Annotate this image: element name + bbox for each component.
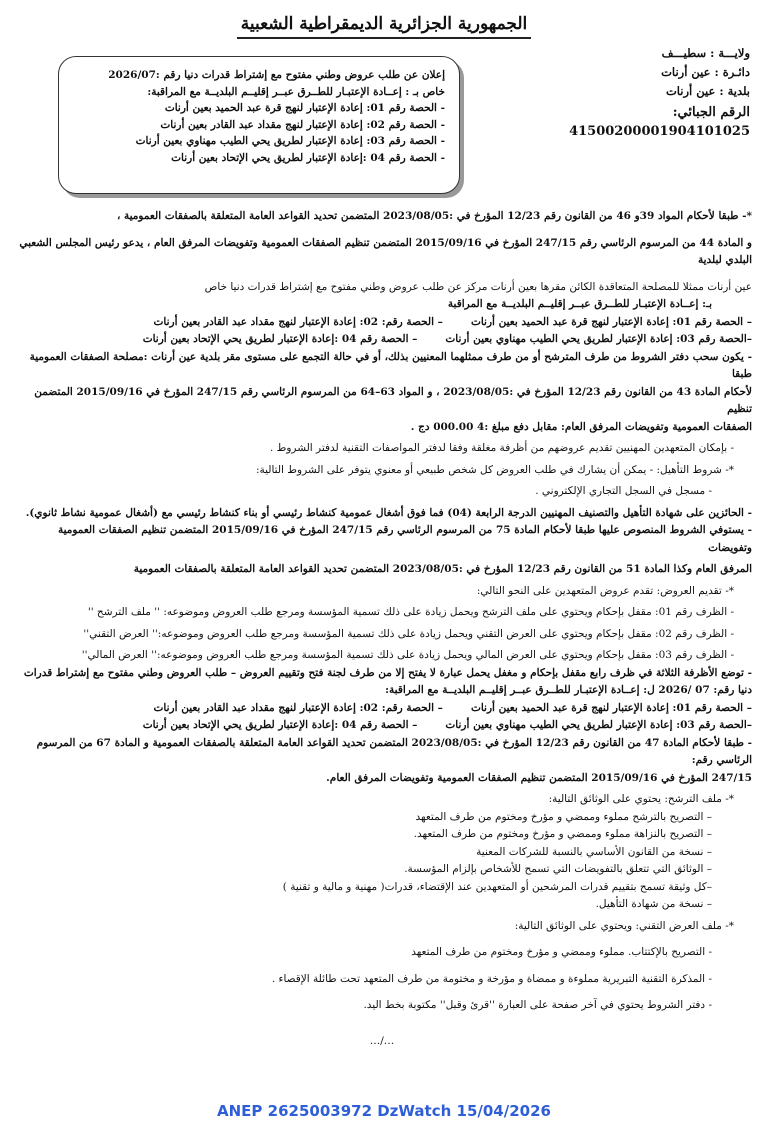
list-item: - دفتر الشروط يحتوي في آخر صفحة على العبارة ''قرئ وقبل'' مكتوبة بخط اليد. bbox=[363, 999, 712, 1011]
list-item: –كل وثيقة تسمح بتقييم قدرات المرشحين أو المتعهدين عند الإقتضاء، قدرات( مهنية و مالية و تقنية ) bbox=[282, 880, 712, 893]
list-item: – التصريح بالنزاهة مملوء وممضي و مؤرخ ومختوم من طرف المتعهد. bbox=[413, 828, 712, 840]
paragraph: لأحكام المادة 43 من القانون رقم 12/23 المؤرخ في :2023/08/05 ، و المواد 63–64 من المرسوم الرئاسي رقم 247/15 المؤرخ في 2015/09/16 المتضمن تنظيم bbox=[34, 385, 752, 415]
administrative-header bbox=[500, 44, 750, 141]
page-title bbox=[0, 14, 768, 34]
footer-reference: ANEP 2625003972 DzWatch 15/04/2026 bbox=[217, 1102, 551, 1120]
section-heading: *- ملف الترشح: يحتوي على الوثائق التالية: bbox=[548, 793, 734, 805]
continuation-dots: …/… bbox=[369, 1034, 395, 1047]
paragraph: بـ: إعــادة الإعتبـار للطــرق عبــر إقليــم البلديــة مع المراقبة bbox=[447, 298, 712, 310]
paragraph: *- شروط التأهيل: - يمكن أن يشارك في طلب العروض كل شخص طبيعي أو معنوي يتوفر على الشروط التالية: bbox=[255, 463, 734, 476]
paragraph: دنيا رقم: 07 /2026 ل: إعــادة الإعتبـار للطــرق عبــر إقليــم البلديــة مع المراقبة: bbox=[385, 684, 752, 696]
lot-2: – الحصة رقم: 02: إعادة الإعتبار لنهج مقداد عبد القادر بعين أرنات bbox=[153, 701, 443, 714]
announcement-body bbox=[12, 208, 752, 1050]
section-heading: *- ملف العرض التقني: ويحتوي على الوثائق التالية: bbox=[514, 919, 734, 932]
paragraph: الصفقات العمومية وتفويضات المرفق العام: مقابل دفع مبلغ :4 000.00 دج . bbox=[410, 420, 752, 433]
list-item: - المذكرة التقنية التبريرية مملوءة و ممضاة و مؤرخة و مختومة من طرف المتعهد تحت طائلة الإقصاء . bbox=[271, 972, 712, 985]
paragraph: و المادة 44 من المرسوم الرئاسي رقم 247/15 المؤرخ في 2015/09/16 المتضمن تنظيم الصفقات العمومية وتفويضات المرفق العام ، يدعو رئيس المجلس الشعبي البلدي لبلدية bbox=[19, 236, 752, 266]
lots-row bbox=[12, 700, 752, 718]
daira-label: دائـرة : عين أرنات bbox=[661, 65, 750, 79]
lot-3: –الحصة رقم 03: إعادة الإعتبار لطريق يحي الطيب مهناوي بعين أرنات bbox=[445, 719, 752, 731]
box-lot-4: - الحصة رقم 04 :إعادة الإعتبار لطريق يحي الإتحاد بعين أرنات bbox=[171, 151, 445, 164]
box-lot-3: - الحصة رقم 03: إعادة الإعتبار لطريق يحي الطيب مهناوي بعين أرنات bbox=[135, 135, 445, 147]
lots-row bbox=[12, 314, 752, 332]
box-lot-2: - الحصة رقم 02: إعادة الإعتبار لنهج مقداد عبد القادر بعين أرنات bbox=[160, 118, 445, 131]
announcement-box bbox=[58, 56, 460, 194]
paragraph: - الظرف رقم 01: مقفل بإحكام ويحتوي على ملف الترشح ويحمل زيادة على ذلك تسمية المؤسسة ومرجع طلب العروض وموضوعه: '' ملف الترشح '' bbox=[87, 606, 734, 618]
lot-1: – الحصة رقم 01: إعادة الإعتبار لنهج قرة عبد الحميد بعين أرنات bbox=[470, 315, 752, 328]
paragraph: - يستوفي الشروط المنصوص عليها طبقا لأحكام المادة 75 من المرسوم الرئاسي رقم 247/15 المؤرخ في 2015/09/16 المتضمن تنظيم الصفقات العمومية وتفويضات bbox=[57, 524, 752, 554]
lot-3: –الحصة رقم 03: إعادة الإعتبار لطريق يحي الطيب مهناوي بعين أرنات bbox=[445, 333, 752, 345]
box-line-2: خاص بـ : إعــادة الإعتبـار للطــرق عبــر إقليــم البلديــة مع المراقبة: bbox=[147, 85, 445, 98]
list-item: – الوثائق التي تتعلق بالتفويضات التي تسمح للأشخاص بإلزام المؤسسة. bbox=[404, 863, 712, 875]
paragraph: *- طبقا لأحكام المواد 39و 46 من القانون رقم 12/23 المؤرخ في :2023/08/05 المتضمن تحديد القواعد العامة المتعلقة بالصفقات العمومية ، bbox=[116, 210, 752, 222]
lots-row bbox=[12, 717, 752, 735]
lot-2: – الحصة رقم: 02: إعادة الإعتبار لنهج مقداد عبد القادر بعين أرنات bbox=[153, 315, 443, 328]
list-item: – التصريح بالترشح مملوء وممضي و مؤرخ ومختوم من طرف المتعهد bbox=[415, 810, 712, 823]
lot-4: – الحصة رقم 04 :إعادة الإعتبار لطريق يحي الإتحاد بعين أرنات bbox=[142, 719, 418, 731]
republic-title: الجمهورية الجزائرية الديمقراطية الشعبية bbox=[237, 14, 532, 39]
lot-1: – الحصة رقم 01: إعادة الإعتبار لنهج قرة عبد الحميد بعين أرنات bbox=[470, 701, 752, 714]
paragraph: - مسجل في السجل التجاري الإلكتروني . bbox=[535, 485, 712, 497]
box-line-1: إعلان عن طلب عروض وطني مفتوح مع إشتراط قدرات دنيا رقم :2026/07 bbox=[108, 69, 445, 81]
paragraph: - طبقا لأحكام المادة 47 من القانون رقم 12/23 المؤرخ في :2023/08/05 المتضمن تحديد القواعد العامة المتعلقة بالصفقات العمومية و المادة 67 من المرسوم الرئاسي رقم: bbox=[36, 736, 752, 766]
paragraph: عين أرنات ممثلا للمصلحة المتعاقدة الكائن مقرها بعين أرنات مركز عن طلب عروض وطني مفتوح مع إشتراط قدرات دنيا خاص bbox=[204, 280, 752, 293]
paragraph: - الظرف رقم 03: مقفل بإحكام ويحتوي على العرض المالي ويحمل زيادة على ذلك تسمية المؤسسة ومرجع طلب العروض وموضوعه:'' العرض المالي'' bbox=[81, 649, 734, 661]
lot-4: – الحصة رقم 04 :إعادة الإعتبار لطريق يحي الإتحاد بعين أرنات bbox=[142, 333, 418, 345]
lots-row bbox=[12, 331, 752, 349]
paragraph: - الظرف رقم 02: مقفل بإحكام ويحتوي على العرض التقني ويحمل زيادة على ذلك تسمية المؤسسة ومرجع طلب العروض وموضوعه:'' العرض التقني'' bbox=[83, 627, 734, 640]
paragraph: *- تقديم العروض: تقدم عروض المتعهدين على النحو التالي: bbox=[476, 584, 734, 597]
paragraph: 247/15 المؤرخ في 2015/09/16 المتضمن تنظيم الصفقات العمومية وتفويضات المرفق العام. bbox=[326, 771, 752, 784]
box-lot-1: - الحصة رقم 01: إعادة الإعتبار لنهج قرة عبد الحميد بعين أرنات bbox=[164, 102, 445, 114]
paragraph: - بإمكان المتعهدين المهنيين تقديم عروضهم من أظرفة مغلقة وفقا لدفتر المواصفات التقنية لدفتر الشروط . bbox=[269, 442, 734, 454]
tax-id: الرقم الجبائي: 41500200001904101025 bbox=[569, 105, 750, 139]
paragraph: المرفق العام وكذا المادة 51 من القانون رقم 12/23 المؤرخ في :2023/08/05 المتضمن تحديد القواعد العامة المتعلقة بالصفقات العمومية bbox=[133, 563, 752, 575]
paragraph: - الحائزين على شهادة التأهيل والتصنيف المهنيين الدرجة الرابعة (04) فما فوق أشغال عمومية كنشاط رئيسي أو بناء كنشاط رئيسي مع (أشغال عمومية نشاط ثانوي). bbox=[25, 506, 752, 519]
paragraph: - يكون سحب دفتر الشروط من طرف المترشح أو من طرف ممثلهما المعنيين بذلك، أو في حالة التجمع على مستوى مقر بلدية عين أرنات :مصلحة الصفقات العمومية طبقا bbox=[29, 350, 752, 380]
list-item: – نسخة من شهادة التأهيل. bbox=[595, 898, 712, 910]
list-item: – نسخة من القانون الأساسي بالنسبة للشركات المعنية bbox=[476, 845, 712, 858]
commune-label: بلدية : عين أرنات bbox=[665, 84, 750, 98]
wilaya-label: ولايـــة : سطيـــف bbox=[661, 46, 750, 60]
list-item: - التصريح بالإكتتاب. مملوء وممضي و مؤرخ ومختوم من طرف المتعهد bbox=[411, 946, 712, 958]
paragraph: - توضع الأظرفة الثلاثة في ظرف رابع مقفل بإحكام و مغفل يحمل عبارة لا يفتح إلا من طرف لجنة فتح وتقييم العروض – طلب العروض وطني مفتوح مع إشتراط قدرات bbox=[23, 666, 752, 679]
